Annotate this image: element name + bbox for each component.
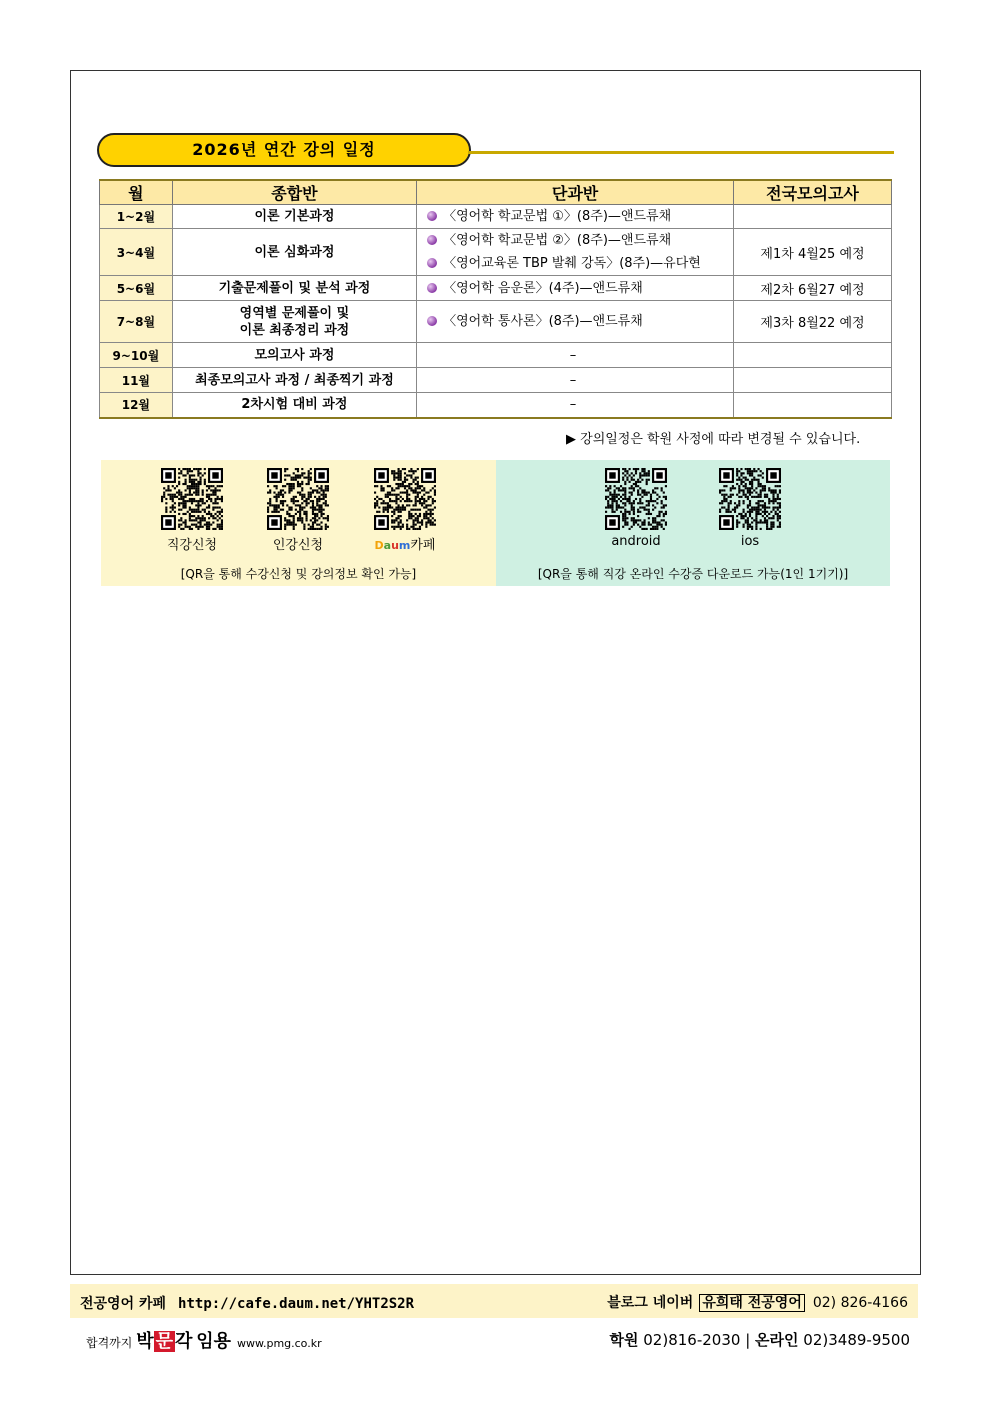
bullet-icon — [427, 283, 437, 293]
row-single: – — [417, 393, 734, 418]
qr-code-icon[interactable] — [161, 468, 223, 530]
row-month: 5~6월 — [100, 276, 173, 301]
row-mock — [734, 368, 892, 393]
row-mock: 제3차 8월22 예정 — [734, 301, 892, 343]
course-line: 영역별 문제풀이 및 — [239, 305, 350, 321]
single-course: 〈영어교육론 TBP 발췌 강독〉(8주)—유다현 — [443, 256, 701, 271]
qr-item-android[interactable] — [591, 468, 681, 549]
footer-blog — [607, 1292, 908, 1312]
contact-info — [609, 1329, 910, 1350]
row-mock — [734, 343, 892, 368]
cafe-label: 전공영어 카페 — [80, 1296, 167, 1312]
qr-item-direct[interactable] — [147, 468, 237, 553]
row-month: 3~4월 — [100, 229, 173, 276]
row-single: – — [417, 343, 734, 368]
academy-phone: 02)816-2030 — [643, 1331, 741, 1349]
row-single — [417, 276, 734, 301]
bullet-icon — [427, 258, 437, 268]
row-course: 이론 기본과정 — [172, 205, 416, 229]
row-month: 12월 — [100, 393, 173, 418]
schedule-note: ▶ 강의일정은 학원 사정에 따라 변경될 수 있습니다. — [566, 432, 861, 447]
row-single: – — [417, 368, 734, 393]
title-underline — [468, 151, 894, 154]
qr-code-icon[interactable] — [719, 468, 781, 530]
single-course: 〈영어학 통사론〉(8주)—앤드류채 — [443, 314, 643, 329]
row-single — [417, 229, 734, 276]
row-course: 모의고사 과정 — [172, 343, 416, 368]
qr-code-icon[interactable] — [605, 468, 667, 530]
qr-label: 카페 — [410, 538, 436, 553]
row-month: 7~8월 — [100, 301, 173, 343]
qr-panel-app — [496, 460, 890, 586]
bullet-icon — [427, 211, 437, 221]
logo-prefix: 합격까지 — [86, 1336, 133, 1350]
table-row — [100, 368, 892, 393]
footer-cafe — [80, 1293, 414, 1313]
single-course: 〈영어학 학교문법 ②〉(8주)—앤드류채 — [443, 233, 672, 248]
qr-code-icon[interactable] — [267, 468, 329, 530]
header-mock-exam: 전국모의고사 — [734, 180, 892, 205]
section-title: 2026년 연간 강의 일정 — [97, 133, 471, 167]
table-row — [100, 276, 892, 301]
row-course: 기출문제풀이 및 분석 과정 — [172, 276, 416, 301]
table-row — [100, 205, 892, 229]
row-month: 11월 — [100, 368, 173, 393]
qr-label: ios — [740, 534, 760, 549]
row-single — [417, 301, 734, 343]
row-mock — [734, 205, 892, 229]
header-single: 단과반 — [417, 180, 734, 205]
footer-bar — [70, 1284, 918, 1318]
academy-label: 학원 — [609, 1331, 639, 1349]
course-line: 이론 최종정리 과정 — [239, 322, 350, 338]
table-row — [100, 393, 892, 418]
row-course — [172, 301, 416, 343]
online-phone: 02)3489-9500 — [803, 1331, 910, 1349]
table-row — [100, 343, 892, 368]
row-course: 이론 심화과정 — [172, 229, 416, 276]
blog-name[interactable]: 유희태 전공영어 — [699, 1294, 805, 1312]
table-header-row — [100, 180, 892, 205]
row-month: 9~10월 — [100, 343, 173, 368]
table-row — [100, 229, 892, 276]
bullet-icon — [427, 316, 437, 326]
qr-panel-registration — [101, 460, 496, 586]
header-month: 월 — [100, 180, 173, 205]
row-month: 1~2월 — [100, 205, 173, 229]
blog-label: 블로그 네이버 — [607, 1295, 694, 1311]
cafe-link[interactable]: http://cafe.daum.net/YHT2S2R — [178, 1296, 415, 1312]
bullet-icon — [427, 235, 437, 245]
qr-item-cafe[interactable] — [360, 468, 450, 553]
schedule-table — [99, 179, 892, 419]
qr-label: 인강신청 — [272, 538, 324, 553]
row-course: 2차시험 대비 과정 — [172, 393, 416, 418]
publisher-logo: 합격까지 박 문 각 임용 www.pmg.co.kr — [86, 1331, 322, 1352]
row-mock — [734, 393, 892, 418]
blog-phone: 02) 826-4166 — [812, 1295, 908, 1311]
qr-label: 직강신청 — [166, 538, 218, 553]
row-single — [417, 205, 734, 229]
qr-caption: [QR을 통해 직강 온라인 수강증 다운로드 가능(1인 1기기)] — [537, 567, 849, 581]
contact-separator: | — [745, 1331, 751, 1349]
qr-label: android — [611, 534, 661, 549]
qr-item-ios[interactable] — [705, 468, 795, 549]
single-course: 〈영어학 음운론〉(4주)—앤드류채 — [443, 280, 643, 296]
online-label: 온라인 — [755, 1331, 799, 1349]
row-mock: 제2차 6월27 예정 — [734, 276, 892, 301]
daum-logo: Daum — [374, 539, 411, 552]
logo-website[interactable]: www.pmg.co.kr — [236, 1337, 322, 1350]
qr-item-online[interactable] — [253, 468, 343, 553]
table-row — [100, 301, 892, 343]
header-comprehensive: 종합반 — [172, 180, 416, 205]
single-course: 〈영어학 학교문법 ①〉(8주)—앤드류채 — [443, 209, 672, 224]
qr-code-icon[interactable] — [374, 468, 436, 530]
qr-caption: [QR을 통해 수강신청 및 강의정보 확인 가능] — [180, 567, 417, 581]
row-mock: 제1차 4월25 예정 — [734, 229, 892, 276]
row-course: 최종모의고사 과정 / 최종찍기 과정 — [172, 368, 416, 393]
